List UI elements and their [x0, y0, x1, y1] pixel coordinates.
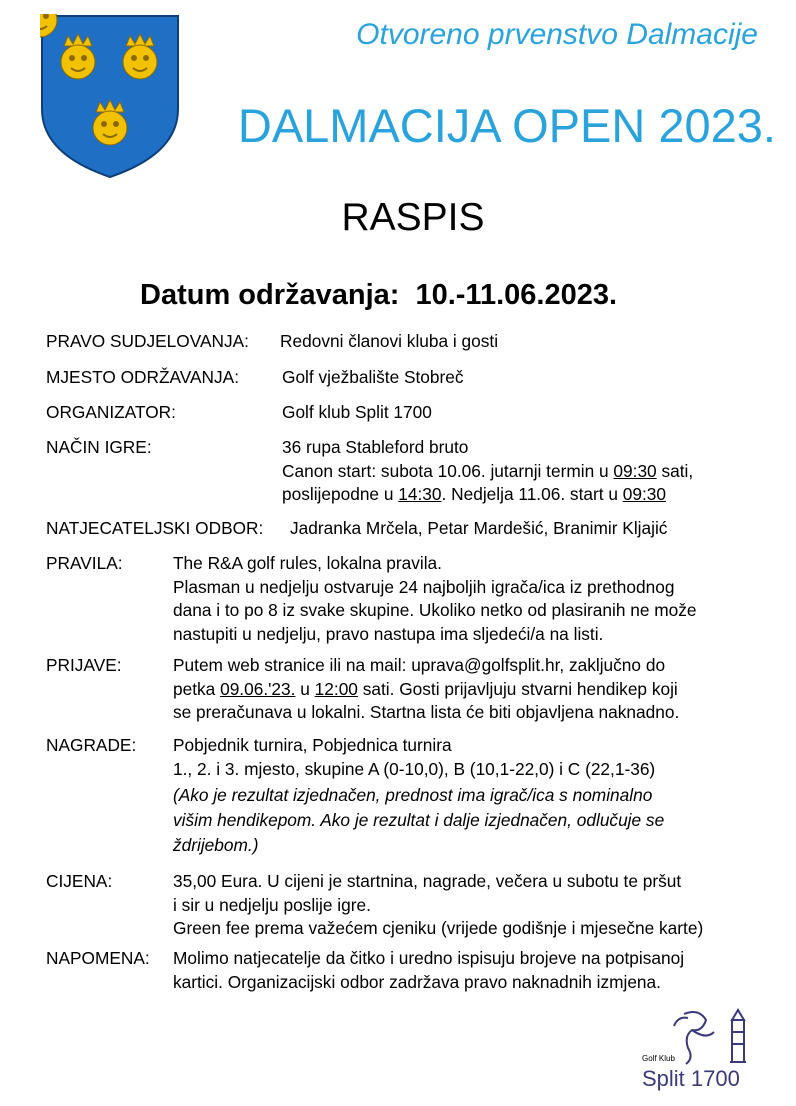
date-value: 10.-11.06.2023.	[415, 279, 618, 311]
section-heading: RASPIS	[341, 196, 485, 239]
field-label-mjesto: MJESTO ODRŽAVANJA:	[46, 367, 239, 387]
field-label-cijena: CIJENA:	[46, 871, 113, 891]
field-value-mjesto: Golf vježbalište Stobreč	[282, 367, 464, 387]
field-label-organizator: ORGANIZATOR:	[46, 402, 176, 422]
field-value-nagrade: Pobjednik turnira, Pobjednica turnira 1., 2. i 3. mjesto, skupine A (0-10,0), B (10,1-22,0) i C (22,1-36) (Ako je rezultat izjednačen, prednost ima igrač/ica s nominalno višim hendikepom. Ako je rezultat i dalje izjednačen, odlučuje se ždrijebom.)	[173, 735, 665, 855]
field-value-nacin	[282, 436, 693, 507]
field-label-nagrade: NAGRADE:	[46, 735, 137, 755]
field-label-napomena: NAPOMENA:	[46, 948, 150, 968]
nacin-line2: Canon start: subota 10.06. jutarnji termin u 09:30 sati,	[282, 460, 694, 481]
nacin-line1: 36 rupa Stableford bruto	[282, 437, 469, 457]
nacin-line3: poslijepodne u 14:30. Nedjelja 11.06. start u 09:30	[282, 484, 666, 504]
date-label: Datum održavanja:	[140, 279, 400, 311]
subtitle: Otvoreno prvenstvo Dalmacije	[356, 18, 758, 51]
field-value-pravila: The R&A golf rules, lokalna pravila. Plasman u nedjelju ostvaruje 24 najboljih igrača/ica iz prethodnog dana i to po 8 iz svake skupine. Ukoliko netko od plasiranih ne može nastupiti u nedjelju, pravo nastupa ima sljedeći/a na listi.	[173, 553, 697, 644]
field-value-odbor: Jadranka Mrčela, Petar Mardešić, Branimir Kljajić	[290, 518, 668, 538]
field-label-pravo: PRAVO SUDJELOVANJA:	[46, 331, 249, 351]
field-value-pravo: Redovni članovi kluba i gosti	[280, 331, 499, 351]
field-value-prijave: Putem web stranice ili na mail: uprava@golfsplit.hr, zaključno do petka 09.06.'23. u 12:00 sati. Gosti prijavljuju stvarni hendikep koji se preračunava u lokalni. Startna lista će biti objavljena naknadno.	[173, 655, 680, 722]
field-label-nacin: NAČIN IGRE:	[46, 437, 152, 457]
logo-text: Split 1700	[642, 1066, 740, 1091]
field-label-odbor: NATJECATELJSKI ODBOR:	[46, 518, 264, 538]
field-value-napomena: Molimo natjecatelje da čitko i uredno ispisuju brojeve na potpisanoj kartici. Organizacijski odbor zadržava pravo naknadnih izmjena.	[173, 948, 685, 992]
field-label-prijave: PRIJAVE:	[46, 655, 122, 675]
field-value-cijena: 35,00 Eura. U cijeni je startnina, nagrade, večera u subotu te pršut i sir u nedjelju poslije igre. Green fee prema važećem cjeniku (vrijede godišnje i mjesečne karte)	[173, 871, 704, 938]
logo-small-text: Golf Klub	[642, 1054, 675, 1063]
field-label-pravila: PRAVILA:	[46, 553, 123, 573]
page-title: DALMACIJA OPEN 2023.	[237, 99, 776, 152]
event-date	[140, 279, 617, 312]
field-value-organizator: Golf klub Split 1700	[282, 402, 432, 422]
